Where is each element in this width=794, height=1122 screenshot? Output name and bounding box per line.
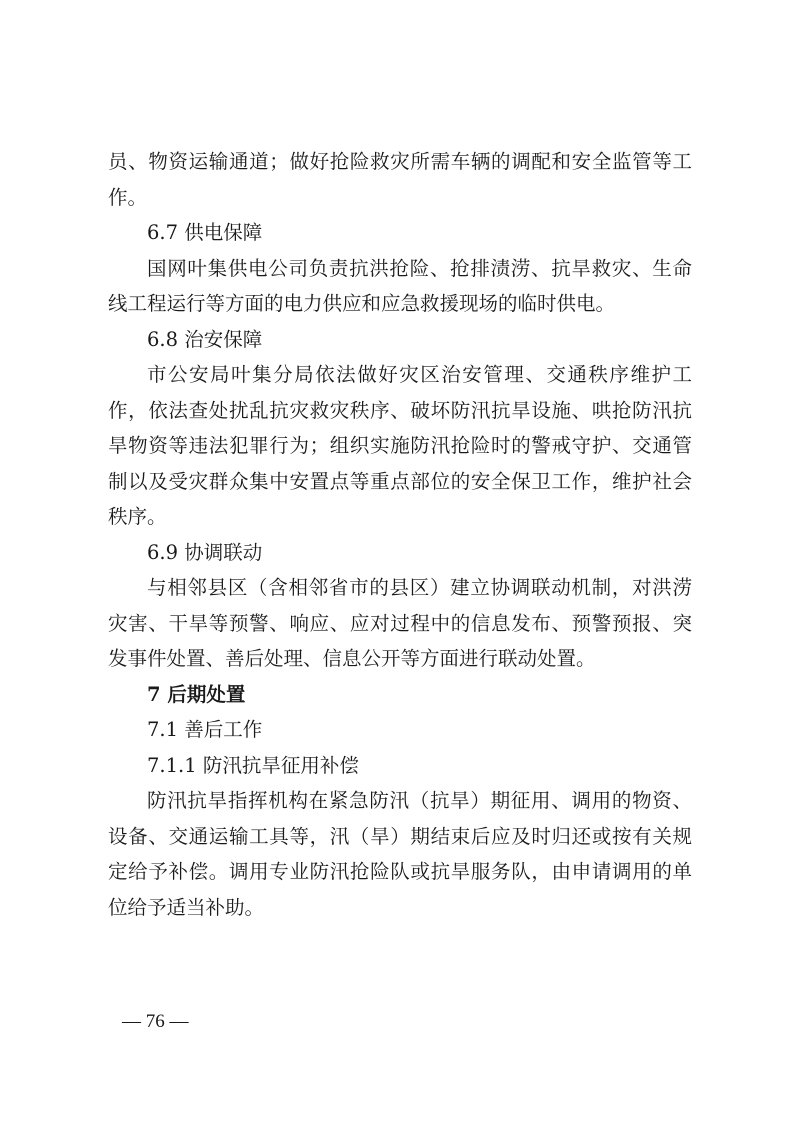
section-body-6-9: 与相邻县区（含相邻省市的县区）建立协调联动机制，对洪涝灾害、干旱等预警、响应、应对过程中的信息发布、预警预报、突发事件处置、善后处理、信息公开等方面进行联动处置。 [108, 576, 692, 670]
document-body [108, 144, 692, 925]
section-body-6-8: 市公安局叶集分局依法做好灾区治安管理、交通秩序维护工作，依法查处扰乱抗灾救灾秩序、破坏防汛抗旱设施、哄抢防汛抗旱物资等违法犯罪行为；组织实施防汛抢险时的警戒守护、交通管制以及受灾群众集中安置点等重点部位的安全保卫工作，维护社会秩序。 [108, 363, 692, 528]
section-heading-7-1: 7.1 善后工作 [147, 718, 263, 741]
section-body-6-7: 国网叶集供电公司负责抗洪抢险、抢排渍涝、抗旱救灾、生命线工程运行等方面的电力供应和应急救援现场的临时供电。 [108, 256, 692, 315]
section-heading-7-1-1: 7.1.1 防汛抗旱征用补偿 [147, 753, 359, 777]
page-number: — 76 — [122, 1011, 189, 1032]
chapter-heading-7: 7 后期处置 [147, 682, 246, 706]
section-body-7-1-1: 防汛抗旱指挥机构在紧急防汛（抗旱）期征用、调用的物资、设备、交通运输工具等，汛（旱）期结束后应及时归还或按有关规定给予补偿。调用专业防汛抢险队或抗旱服务队，由申请调用的单位给予适当补助。 [108, 789, 692, 919]
section-heading-6-9: 6.9 协调联动 [147, 540, 263, 564]
section-heading-6-8: 6.8 治安保障 [147, 327, 263, 351]
continuation-paragraph: 员、物资运输通道；做好抢险救灾所需车辆的调配和安全监管等工作。 [108, 150, 692, 209]
section-heading-6-7: 6.7 供电保障 [147, 221, 263, 244]
